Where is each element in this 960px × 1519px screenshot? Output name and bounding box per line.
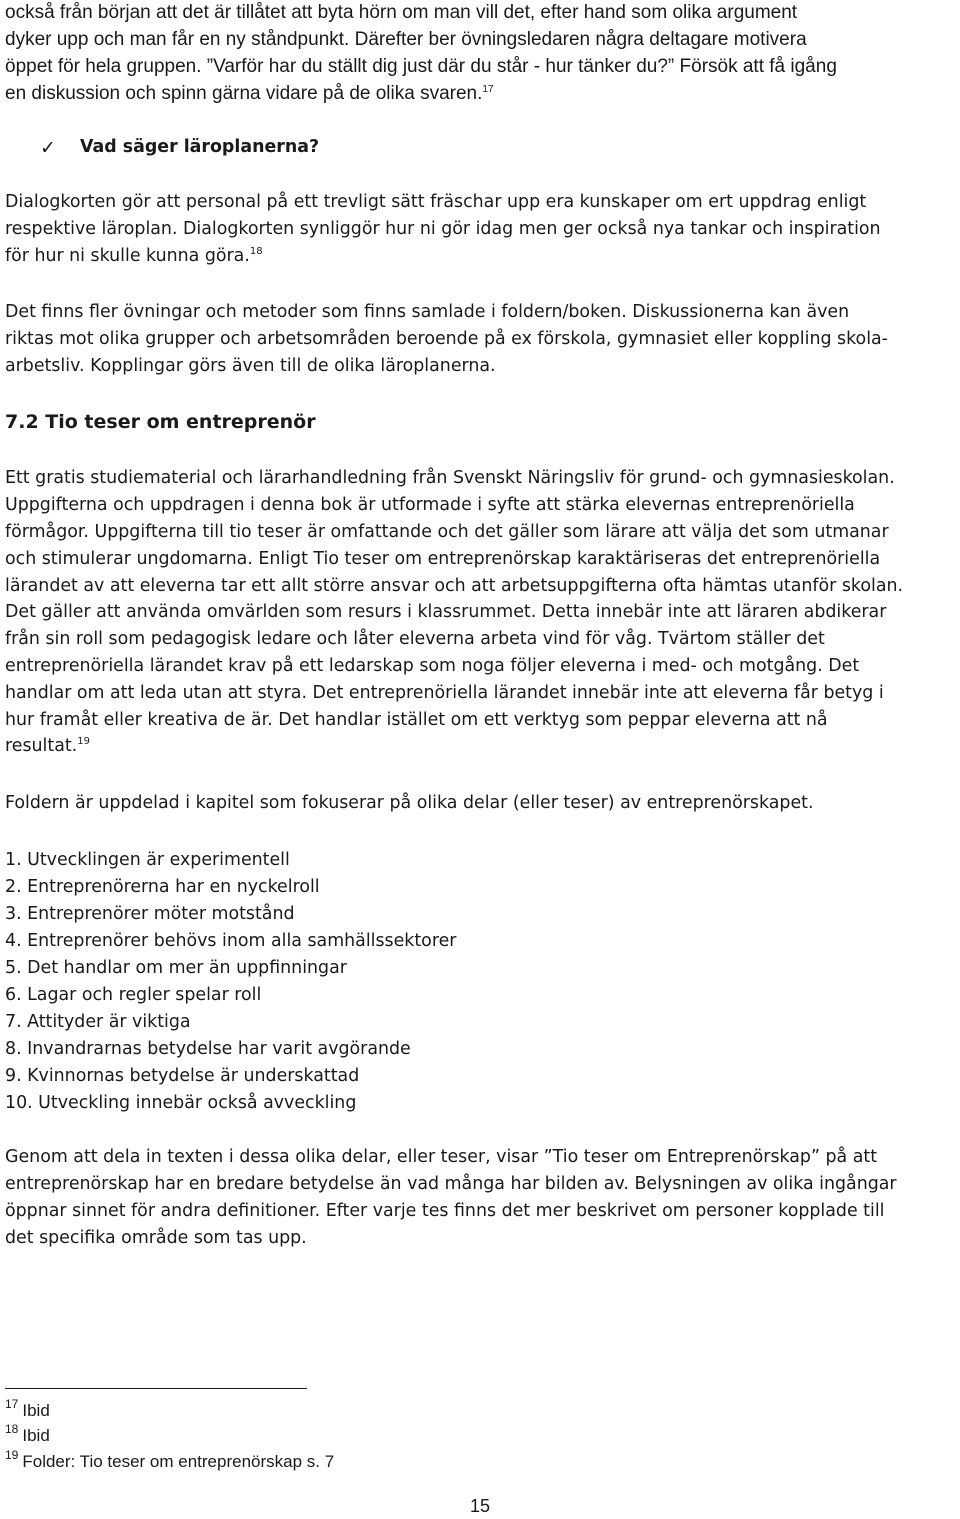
thesis-item: 8. Invandrarnas betydelse har varit avgörande xyxy=(5,1039,411,1059)
paragraph3-line: handlar om att leda utan att styra. Det entreprenöriella lärandet innebär inte att eleverna får betyg i xyxy=(5,683,884,703)
footnote: $^{17}$ Ibid xyxy=(5,1397,50,1420)
paragraph3-line: Ett gratis studiematerial och lärarhandledning från Svenskt Näringsliv för grund- och gymnasieskolan. xyxy=(5,468,895,488)
thesis-item: 2. Entreprenörerna har en nyckelroll xyxy=(5,877,320,897)
paragraph2-line: riktas mot olika grupper och arbetsområden beroende på ex förskola, gymnasiet eller koppling skola- xyxy=(5,329,888,349)
intro-line: dyker upp och man får en ny ståndpunkt. Därefter ber övningsledaren några deltagare motivera xyxy=(5,29,807,50)
section-heading: 7.2 Tio teser om entreprenör xyxy=(5,411,316,433)
paragraph2-line: Det finns fler övningar och metoder som finns samlade i foldern/boken. Diskussionerna kan även xyxy=(5,302,850,322)
thesis-item: 6. Lagar och regler spelar roll xyxy=(5,985,262,1005)
footnote-ref-18: 18 xyxy=(249,246,263,257)
intro-line-last: en diskussion och spinn gärna vidare på de olika svaren.$^{17}$ xyxy=(5,83,494,104)
footnote: $^{19}$ Folder: Tio teser om entreprenörskap s. 7 xyxy=(5,1448,335,1471)
thesis-item: 4. Entreprenörer behövs inom alla samhällssektorer xyxy=(5,931,457,951)
paragraph1-line-last: för hur ni skulle kunna göra.$^{18}$ xyxy=(5,246,263,266)
paragraph3-line: entreprenöriella lärandet krav på ett ledarskap som noga följer eleverna i med- och motgång. Det xyxy=(5,656,860,676)
thesis-item: 5. Det handlar om mer än uppfinningar xyxy=(5,958,347,978)
checkmark-icon: ✓ xyxy=(40,137,56,159)
paragraph3-line: från sin roll som pedagogisk ledare och låter eleverna arbeta vind för våg. Tvärtom ställer det xyxy=(5,629,825,649)
paragraph5-line: entreprenörskap har en bredare betydelse än vad många har bilden av. Belysningen av olika ingångar xyxy=(5,1174,897,1194)
paragraph3-line: Det gäller att använda omvärlden som resurs i klassrummet. Detta innebär inte att läraren abdikerar xyxy=(5,602,887,622)
paragraph3-line: lärandet av att eleverna tar ett allt större ansvar och att arbetsuppgifterna ofta hämtas utanför skolan. xyxy=(5,576,904,596)
paragraph3-line: Uppgifterna och uppdragen i denna bok är utformade i syfte att stärka elevernas entreprenöriella xyxy=(5,495,855,515)
paragraph3-line: förmågor. Uppgifterna till tio teser är omfattande och det gäller som lärare att välja det som utmanar xyxy=(5,522,889,542)
thesis-item: 1. Utvecklingen är experimentell xyxy=(5,850,290,870)
intro-line: också från början att det är tillåtet att byta hörn om man vill det, efter hand som olika argument xyxy=(5,2,798,23)
paragraph5-line: Genom att dela in texten i dessa olika delar, eller teser, visar ”Tio teser om Entreprenörskap” på att xyxy=(5,1147,878,1167)
paragraph4-text: Foldern är uppdelad i kapitel som fokuserar på olika delar (eller teser) av entreprenörskapet. xyxy=(5,793,814,813)
page-number: 15 xyxy=(469,1496,491,1516)
paragraph1-line: Dialogkorten gör att personal på ett trevligt sätt fräschar upp era kunskaper om ert uppdrag enligt xyxy=(5,192,867,212)
intro-line: öppet för hela gruppen. ”Varför har du ställt dig just där du står - hur tänker du?” Försök att få igång xyxy=(5,56,837,77)
paragraph3-line: hur framåt eller kreativa de är. Det handlar istället om ett verktyg som peppar eleverna att nå xyxy=(5,710,828,730)
paragraph3-line: och stimulerar ungdomarna. Enligt Tio teser om entreprenörskap karaktäriseras det entreprenöriella xyxy=(5,549,881,569)
paragraph1-line: respektive läroplan. Dialogkorten synliggör hur ni gör idag men ger också nya tankar och inspiration xyxy=(5,219,881,239)
checklist-heading: Vad säger läroplanerna? xyxy=(80,137,320,157)
paragraph5-line: det specifika område som tas upp. xyxy=(5,1228,307,1248)
thesis-item: 3. Entreprenörer möter motstånd xyxy=(5,904,295,924)
footnote-separator xyxy=(5,1388,307,1389)
paragraph3-line-last: resultat.$^{19}$ xyxy=(5,736,90,756)
footnote: $^{18}$ Ibid xyxy=(5,1422,50,1445)
footnote-ref-17: 17 xyxy=(482,84,494,95)
footnote-ref-19: 19 xyxy=(77,736,90,747)
paragraph2-line: arbetsliv. Kopplingar görs även till de olika läroplanerna. xyxy=(5,356,496,376)
thesis-item: 9. Kvinnornas betydelse är underskattad xyxy=(5,1066,360,1086)
paragraph5-line: öppnar sinnet för andra definitioner. Efter varje tes finns det mer beskrivet om personer kopplade till xyxy=(5,1201,885,1221)
thesis-item: 7. Attityder är viktiga xyxy=(5,1012,191,1032)
thesis-item: 10. Utveckling innebär också avveckling xyxy=(5,1093,357,1113)
